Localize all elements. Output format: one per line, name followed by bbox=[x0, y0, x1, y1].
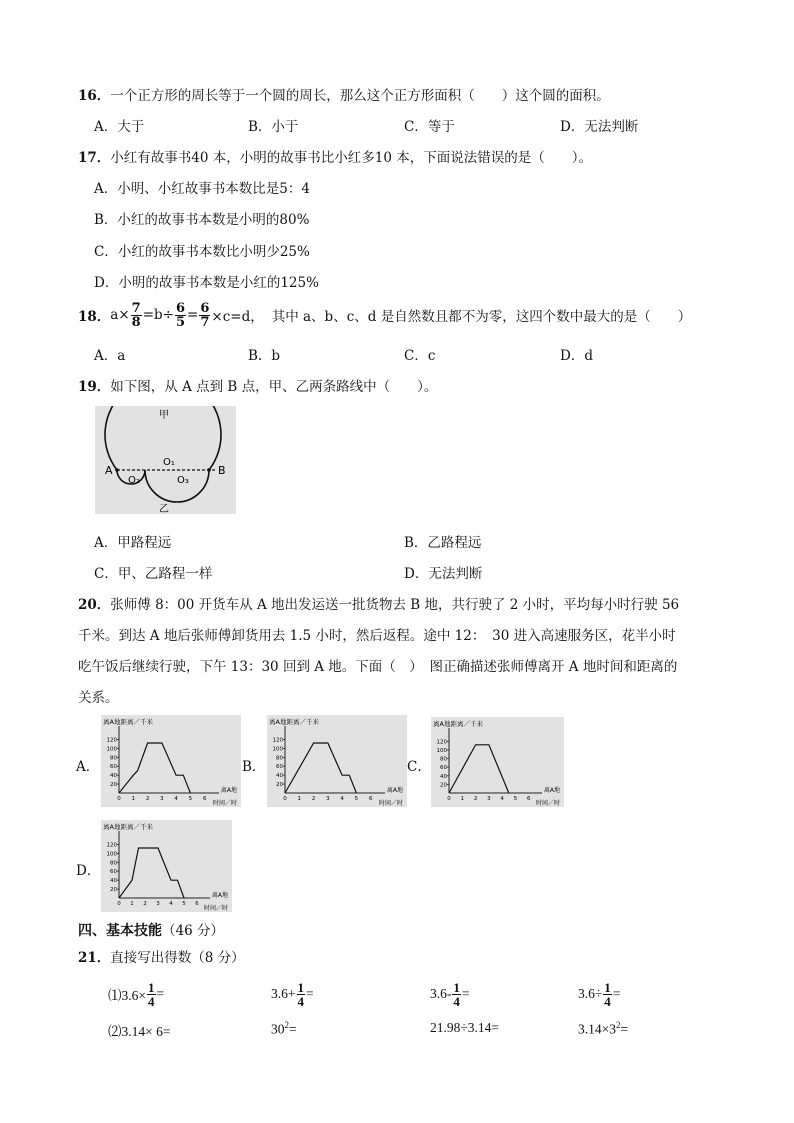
q20-graph-a[interactable] bbox=[101, 715, 241, 807]
y-axis-title: 离A地距离／千米 bbox=[433, 720, 483, 728]
x-tick-label: 5 bbox=[513, 796, 518, 802]
section-4-title: 四、基本技能 bbox=[78, 923, 162, 939]
q19-option-a[interactable]: A．甲路程远 bbox=[94, 535, 172, 551]
y-tick-label: 100 bbox=[106, 851, 117, 858]
q21-item-2-3: 21.98÷3.14= bbox=[430, 1020, 500, 1035]
numerator: 1 bbox=[604, 979, 611, 995]
y-tick-label: 60 bbox=[110, 869, 117, 876]
x-tick-label: 2 bbox=[143, 901, 147, 907]
x-tick-label: 1 bbox=[131, 796, 136, 802]
x-tick-label: 1 bbox=[130, 901, 134, 907]
equals: = bbox=[156, 986, 165, 1001]
q17-number: 17． bbox=[78, 150, 111, 166]
label-a: A bbox=[105, 464, 113, 477]
y-tick-label: 60 bbox=[440, 765, 447, 772]
q16-option-b[interactable]: B．小于 bbox=[248, 119, 299, 135]
x-tick-label: 6 bbox=[202, 796, 207, 802]
q18-option-c[interactable]: C．c bbox=[404, 348, 436, 364]
y-axis-title: 离A地距离／千米 bbox=[103, 823, 153, 831]
q18-fraction-2 bbox=[175, 302, 186, 329]
equals: = bbox=[612, 986, 621, 1001]
y-tick-label: 40 bbox=[110, 773, 117, 780]
y-tick-label: 120 bbox=[272, 737, 283, 744]
section-4-heading bbox=[78, 919, 224, 940]
label-jia: 甲 bbox=[159, 410, 169, 421]
y-tick-label: 20 bbox=[110, 782, 117, 789]
numerator: 1 bbox=[297, 979, 304, 995]
y-tick-label: 100 bbox=[106, 746, 117, 753]
x-tick-label: 5 bbox=[354, 796, 359, 802]
q20-option-d-letter[interactable]: D． bbox=[76, 863, 101, 879]
expr-prefix: ⑴3.6× bbox=[108, 988, 146, 1003]
q18-number: 18． bbox=[78, 309, 111, 325]
q18-option-b[interactable]: B．b bbox=[248, 348, 281, 364]
exponent: 2 bbox=[616, 1020, 621, 1030]
q20-option-c-letter[interactable]: C． bbox=[407, 759, 431, 775]
q18-option-d[interactable]: D．d bbox=[560, 348, 593, 364]
denominator: 5 bbox=[175, 314, 186, 330]
x-tick-label: 2 bbox=[311, 796, 316, 802]
denominator: 4 bbox=[297, 993, 304, 1009]
y-axis-title: 离A地距离／千米 bbox=[269, 718, 319, 726]
q21-item-2-1: ⑵3.14× 6= bbox=[108, 1024, 171, 1039]
q16-option-d[interactable]: D．无法判断 bbox=[560, 119, 639, 135]
label-o1: O₁ bbox=[163, 457, 175, 468]
x-tick-label: 1 bbox=[460, 796, 465, 802]
denominator: 4 bbox=[453, 993, 460, 1009]
fraction bbox=[603, 981, 612, 1008]
q16-text: 一个正方形的周长等于一个圆的周长，那么这个正方形面积（ ）这个圆的面积。 bbox=[110, 88, 610, 104]
q18-option-a[interactable]: A．a bbox=[94, 348, 126, 364]
x-tick-label: 0 bbox=[283, 796, 287, 802]
x-tick-label: 1 bbox=[297, 796, 302, 802]
q19-option-d[interactable]: D．无法判断 bbox=[404, 566, 483, 582]
x-tick-label: 0 bbox=[117, 796, 121, 802]
denominator: 4 bbox=[604, 993, 611, 1009]
label-yi: 乙 bbox=[159, 504, 169, 514]
y-tick-label: 80 bbox=[110, 860, 117, 867]
point-a bbox=[115, 468, 119, 472]
x-axis-title-1: 离A地 bbox=[543, 787, 560, 794]
point-b bbox=[207, 468, 211, 472]
x-axis-title-2: 时间／时 bbox=[378, 800, 403, 807]
numerator: 1 bbox=[453, 979, 460, 995]
y-tick-label: 100 bbox=[272, 746, 283, 753]
y-tick-label: 20 bbox=[440, 782, 447, 789]
q20-graph-c[interactable] bbox=[431, 717, 564, 807]
q20-line-3: 吃午饭后继续行驶，下午 13：30 回到 A 地。下面（ ） 图正确描述张师傅离开 A 地时间和距离的 bbox=[78, 659, 678, 675]
equals: = bbox=[461, 986, 470, 1001]
y-tick-label: 60 bbox=[110, 764, 117, 771]
fraction bbox=[452, 981, 461, 1008]
equals: = bbox=[289, 1021, 297, 1037]
x-tick-label: 4 bbox=[340, 796, 344, 802]
label-o3: O₃ bbox=[177, 475, 189, 486]
x-tick-label: 0 bbox=[117, 901, 121, 907]
q17-option-a[interactable]: A．小明、小红故事书本数比是5：4 bbox=[94, 181, 310, 197]
q18-expr-part2: =b÷ bbox=[142, 307, 174, 323]
x-tick-label: 6 bbox=[526, 796, 531, 802]
denominator: 8 bbox=[131, 314, 141, 330]
q19-figure bbox=[95, 406, 236, 514]
y-tick-label: 40 bbox=[110, 878, 117, 885]
y-tick-label: 100 bbox=[436, 747, 447, 754]
q17-stem bbox=[78, 146, 592, 166]
q17-option-b[interactable]: B．小红的故事书本数是小明的80% bbox=[94, 212, 310, 228]
denominator: 4 bbox=[148, 993, 155, 1009]
q21-number: 21． bbox=[78, 950, 111, 966]
q21-stem bbox=[78, 946, 245, 966]
x-tick-label: 6 bbox=[195, 901, 199, 907]
q20-line-4: 关系。 bbox=[78, 690, 119, 706]
q17-option-d[interactable]: D．小明的故事书本数是小红的125% bbox=[94, 275, 319, 291]
x-tick-label: 5 bbox=[188, 796, 193, 802]
x-tick-label: 2 bbox=[473, 796, 478, 802]
q19-text: 如下图，从 A 点到 B 点，甲、乙两条路线中（ ）。 bbox=[110, 379, 438, 395]
fraction bbox=[297, 981, 306, 1008]
distance-line bbox=[119, 848, 184, 898]
x-tick-label: 0 bbox=[447, 796, 451, 802]
x-tick-label: 3 bbox=[160, 796, 164, 802]
x-axis-title-1: 离A地 bbox=[220, 787, 237, 794]
label-o2: O₂ bbox=[128, 475, 140, 486]
q18-stem bbox=[78, 298, 691, 332]
q20-option-a-letter[interactable]: A． bbox=[76, 759, 100, 775]
x-axis-title-2: 时间／时 bbox=[535, 800, 560, 807]
equals: = bbox=[306, 986, 314, 1001]
q20-number: 20． bbox=[78, 597, 111, 613]
q20-graph-d[interactable] bbox=[101, 820, 232, 912]
fraction bbox=[147, 981, 156, 1008]
q16-option-a[interactable]: A．大于 bbox=[94, 119, 145, 135]
q17-option-c[interactable]: C．小红的故事书本数比小明少25% bbox=[94, 244, 310, 260]
q18-text: 其中 a、b、c、d 是自然数且都不为零，这四个数中最大的是（ ） bbox=[271, 309, 692, 325]
y-tick-label: 120 bbox=[436, 739, 447, 746]
q21-item-1-1 bbox=[108, 977, 164, 1011]
expr-prefix: 3.6- bbox=[430, 986, 452, 1001]
numerator: 1 bbox=[148, 979, 155, 995]
q20-line-1 bbox=[78, 593, 679, 613]
y-tick-label: 60 bbox=[276, 764, 283, 771]
x-tick-label: 6 bbox=[368, 796, 373, 802]
y-tick-label: 80 bbox=[276, 755, 283, 762]
q16-number: 16． bbox=[78, 88, 111, 104]
x-tick-label: 2 bbox=[145, 796, 150, 802]
q21-text: 直接写出得数（8 分） bbox=[110, 950, 245, 966]
x-tick-label: 3 bbox=[326, 796, 330, 802]
q16-stem bbox=[78, 84, 610, 104]
x-axis-title-1: 离A地 bbox=[386, 787, 403, 794]
y-tick-label: 120 bbox=[106, 842, 117, 849]
x-tick-label: 3 bbox=[487, 796, 491, 802]
denominator: 7 bbox=[200, 314, 210, 330]
q17-text: 小红有故事书40 本，小明的故事书比小红多10 本，下面说法错误的是（ ）。 bbox=[110, 150, 592, 166]
y-tick-label: 20 bbox=[276, 782, 283, 789]
expr-prefix: 3.6+ bbox=[271, 986, 296, 1001]
base: 30 bbox=[271, 1021, 285, 1037]
q19-option-c[interactable]: C．甲、乙路程一样 bbox=[94, 566, 213, 582]
section-4-score: （46 分） bbox=[162, 923, 224, 939]
x-axis-title-2: 时间／时 bbox=[203, 905, 228, 912]
y-tick-label: 40 bbox=[276, 773, 283, 780]
x-axis-title-1: 离A地 bbox=[211, 892, 228, 899]
numerator: 7 bbox=[131, 300, 141, 316]
x-tick-label: 4 bbox=[169, 901, 173, 907]
x-tick-label: 4 bbox=[500, 796, 504, 802]
route-diagram bbox=[95, 406, 236, 514]
q21-item-2-2 bbox=[271, 1020, 297, 1038]
q20-line-2: 千米。到达 A 地后张师傅卸货用去 1.5 小时，然后返程。途中 12： 30 进入高速服务区，花半小时 bbox=[78, 628, 676, 644]
y-tick-label: 20 bbox=[110, 887, 117, 894]
q18-expr-part4: ×c=d， bbox=[211, 309, 264, 325]
x-tick-label: 3 bbox=[156, 901, 160, 907]
q19-number: 19． bbox=[78, 379, 111, 395]
q20-text-1: 张师傅 8：00 开货车从 A 地出发运送一批货物去 B 地，共行驶了 2 小时，平均每小时行驶 56 bbox=[110, 597, 680, 613]
q18-expr-part3: = bbox=[187, 307, 199, 323]
q21-item-1-3 bbox=[430, 977, 470, 1011]
numerator: 6 bbox=[200, 300, 210, 316]
y-tick-label: 80 bbox=[440, 756, 447, 763]
q19-stem bbox=[78, 375, 437, 395]
q21-item-1-2 bbox=[271, 977, 314, 1011]
y-axis-title: 离A地距离／千米 bbox=[103, 718, 153, 726]
q20-graph-b[interactable] bbox=[267, 715, 407, 807]
q20-option-b-letter[interactable]: B． bbox=[242, 759, 266, 775]
q19-option-b[interactable]: B．乙路程远 bbox=[404, 535, 482, 551]
equals: = bbox=[620, 1021, 629, 1037]
label-b: B bbox=[218, 464, 226, 477]
base: 3.14×3 bbox=[578, 1021, 616, 1037]
y-tick-label: 40 bbox=[440, 773, 447, 780]
x-tick-label: 4 bbox=[174, 796, 178, 802]
exponent: 2 bbox=[284, 1020, 289, 1030]
numerator: 6 bbox=[175, 300, 186, 316]
x-tick-label: 5 bbox=[182, 901, 186, 907]
distance-line bbox=[285, 743, 356, 793]
q16-option-c[interactable]: C．等于 bbox=[404, 119, 455, 135]
y-tick-label: 80 bbox=[110, 755, 117, 762]
distance-line bbox=[449, 745, 509, 793]
q21-item-2-4 bbox=[578, 1020, 628, 1038]
q18-expr-part1: a× bbox=[110, 307, 130, 323]
distance-line bbox=[119, 743, 190, 793]
y-tick-label: 120 bbox=[106, 737, 117, 744]
x-axis-title-2: 时间／时 bbox=[212, 800, 237, 807]
q18-fraction-3 bbox=[199, 302, 210, 329]
expr-prefix: 3.6÷ bbox=[578, 986, 603, 1001]
q18-fraction-1 bbox=[131, 302, 142, 329]
q21-item-1-4 bbox=[578, 977, 620, 1011]
